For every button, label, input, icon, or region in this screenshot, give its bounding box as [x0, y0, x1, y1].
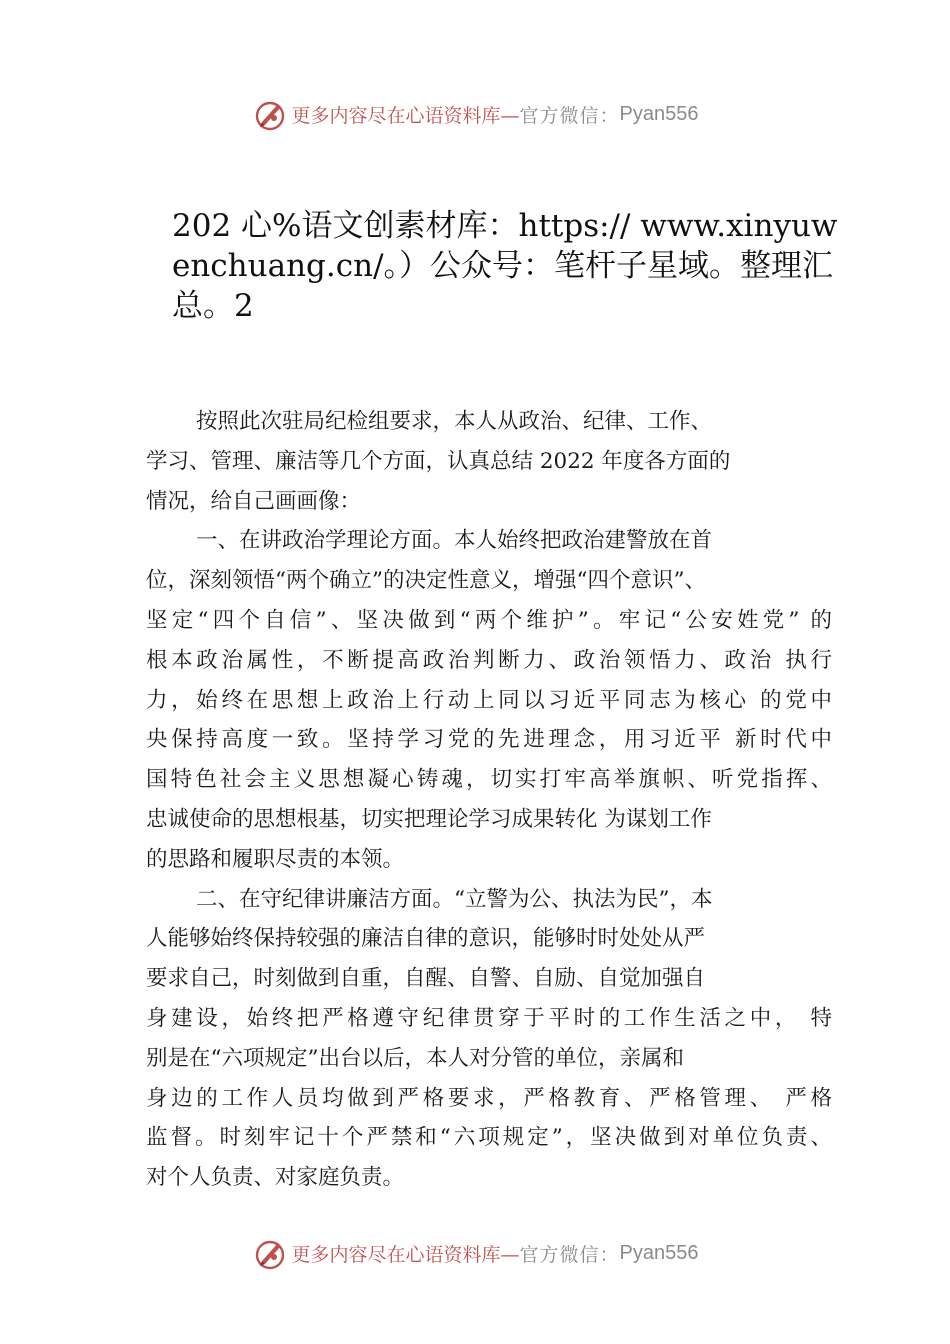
banner-wechat-label: 官方微信：	[519, 1243, 620, 1266]
header-banner	[0, 94, 950, 134]
body-line: 根本政治属性，不断提高政治判断力、政治领悟力、政治 执行	[146, 647, 832, 673]
banner-wechat-label: 官方微信：	[519, 104, 620, 127]
banner-slogan: 更多内容尽在心语资料库—	[291, 104, 520, 127]
body-line: 位，深刻领悟“两个确立”的决定性意义，增强“四个意识”、	[146, 568, 706, 594]
banner-wechat-id: Pyan556	[619, 1241, 699, 1264]
body-line: 忠诚使命的思想根基，切实把理论学习成果转化 为谋划工作	[146, 806, 712, 832]
body-line: 坚定“四个自信”、坚决做到“两个维护”。牢记“公安姓党” 的	[146, 607, 832, 633]
body-line: 人能够始终保持较强的廉洁自律的意识，能够时时处处从严	[146, 926, 706, 952]
body-line: 情况，给自己画画像：	[146, 488, 362, 514]
document-body	[146, 402, 832, 1198]
body-line: 力，始终在思想上政治上行动上同以习近平同志为核心 的党中	[146, 687, 832, 713]
pen-seal-logo-icon	[252, 96, 288, 132]
body-line: 二、在守纪律讲廉洁方面。“立警为公、执法为民”，本	[196, 886, 713, 912]
banner-slogan: 更多内容尽在心语资料库—	[291, 1243, 520, 1266]
body-line: 对个人负责、对家庭负责。	[146, 1165, 405, 1191]
body-line: 别是在“六项规定”出台以后，本人对分管的单位，亲属和	[146, 1045, 684, 1071]
banner-wechat-id: Pyan556	[619, 102, 699, 125]
body-line: 的思路和履职尽责的本领。	[146, 846, 405, 872]
body-line: 监督。时刻牢记十个严禁和“六项规定”，坚决做到对单位负责、	[146, 1125, 832, 1151]
body-line: 国特色社会主义思想凝心铸魂，切实打牢高举旗帜、听党指挥、	[146, 767, 832, 793]
document-headline: 202 心%语文创素材库：https:// www.xinyuwenchuang.cn/。）公众号：笔杆子星域。整理汇总。2	[172, 208, 838, 324]
body-line: 按照此次驻局纪检组要求，本人从政治、纪律、工作、	[196, 409, 713, 434]
body-line: 身建设，始终把严格遵守纪律贯穿于平时的工作生活之中， 特	[146, 1005, 832, 1031]
body-line: 一、在讲政治学理论方面。本人始终把政治建警放在首	[196, 528, 713, 554]
footer-banner	[0, 1233, 950, 1273]
body-line: 身边的工作人员均做到严格要求，严格教育、严格管理、 严格	[146, 1085, 832, 1111]
pen-seal-logo-icon	[252, 1235, 288, 1271]
body-line: 要求自己，时刻做到自重，自醒、自警、自励、自觉加强自	[146, 966, 706, 992]
body-line: 学习、管理、廉洁等几个方面，认真总结 2022 年度各方面的	[146, 448, 731, 474]
body-line: 央保持高度一致。坚持学习党的先进理念，用习近平 新时代中	[146, 727, 832, 753]
